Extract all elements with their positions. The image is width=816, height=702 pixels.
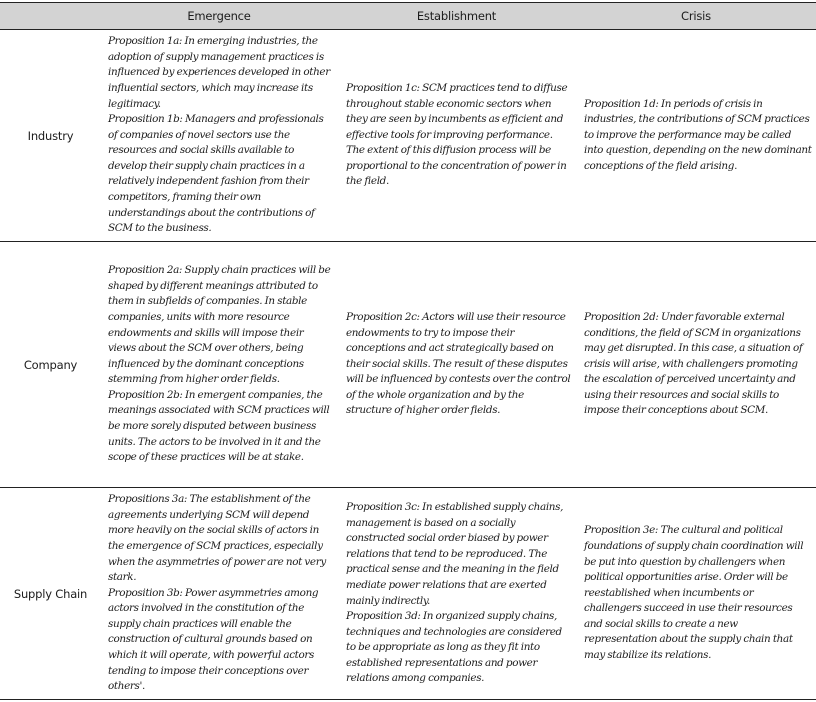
row-label: Industry	[27, 128, 74, 143]
proposition-3d: Proposition 3d: In organized supply chains, techniques and technologies are considered to be appropriate as long as they fit into established representations and power relations among companies.	[346, 610, 562, 685]
cell-crisis	[576, 488, 816, 700]
proposition-3b: Proposition 3b: Power asymmetries among actors involved in the constitution of the supply chain practices will enable the construction of cultural grounds based on which it will operate, with powerful actors tending to impose their conceptions over others'.	[108, 586, 319, 693]
header-emergence: Emergence	[101, 3, 337, 30]
cell-establishment	[337, 30, 576, 242]
proposition-1c: Proposition 1c: SCM practices tend to diffuse throughout stable economic sectors when they are seen by incumbents as efficient and effective tools for improving performance. The extent of this diffusion process will be proportional to the concentration of power in the field.	[346, 81, 568, 188]
header-row	[0, 3, 816, 30]
proposition-2b: Proposition 2b: In emergent companies, the meanings associated with SCM practices will be more sorely disputed between business units. The actors to be involved in it and the scope of these practices will be at stake.	[108, 388, 330, 464]
header-establishment: Establishment	[337, 3, 576, 30]
cell-crisis	[576, 30, 816, 242]
proposition-2a: Proposition 2a: Supply chain practices will be shaped by different meanings attributed to them in subfields of companies. In stable companies, units with more resource endowments and skills will impose their views about the SCM over others, being influenced by the dominant conceptions stemming from higher order fields.	[108, 264, 331, 386]
proposition-3a: Propositions 3a: The establishment of the agreements underlying SCM will depend more heavily on the social skills of actors in the emergence of SCM practices, especially when the asymmetries of power are not very stark.	[108, 493, 326, 584]
row-label: Company	[23, 357, 78, 372]
cell-crisis	[576, 242, 816, 488]
proposition-3c: Proposition 3c: In established supply chains, management is based on a socially constructed social order biased by power relations that tend to be reproduced. The practical sense and the meaning in the field mediate power relations that are exerted mainly indirectly.	[346, 500, 564, 607]
header-crisis: Crisis	[576, 3, 816, 30]
proposition-2c: Proposition 2c: Actors will use their resource endowments to try to impose their conceptions and act strategically based on their social skills. The result of these disputes will be influenced by contests over the control of the whole organization and by the structure of higher order fields.	[346, 310, 571, 417]
proposition-3e: Proposition 3e: The cultural and political foundations of supply chain coordination will be put into question by challengers when political opportunities arise. Order will be reestablished when incumbents or challengers succeed in use their resources and social skills to create a new representation about the supply chain that may stabilize its relations.	[584, 524, 804, 662]
table-row-supply-chain	[0, 488, 816, 700]
proposition-1b: Proposition 1b: Managers and professionals of companies of novel sectors use the resources and social skills available to develop their supply chain practices in a relatively independent fashion from their competitors, framing their own understandings about the contributions of SCM to the business.	[108, 113, 324, 235]
table-header	[0, 3, 816, 30]
proposition-1a: Proposition 1a: In emerging industries, the adoption of supply management practices is influenced by experiences developed in other influential sectors, which may increase its legitimacy.	[108, 35, 330, 110]
row-label: Supply Chain	[13, 586, 88, 601]
propositions-table	[0, 2, 816, 700]
cell-emergence	[101, 242, 337, 488]
cell-emergence	[101, 488, 337, 700]
header-corner	[0, 3, 101, 30]
table-row-industry	[0, 30, 816, 242]
cell-establishment	[337, 488, 576, 700]
table-row-company	[0, 242, 816, 488]
proposition-2d: Proposition 2d: Under favorable external conditions, the field of SCM in organizations may get disrupted. In this case, a situation of crisis will arise, with challengers promoting the escalation of perceived uncertainty and using their resources and social skills to impose their conceptions about SCM.	[584, 310, 803, 417]
proposition-1d: Proposition 1d: In periods of crisis in industries, the contributions of SCM practices to improve the performance may be called into question, depending on the new dominant conceptions of the field arising.	[584, 97, 812, 172]
cell-establishment	[337, 242, 576, 488]
cell-emergence	[101, 30, 337, 242]
